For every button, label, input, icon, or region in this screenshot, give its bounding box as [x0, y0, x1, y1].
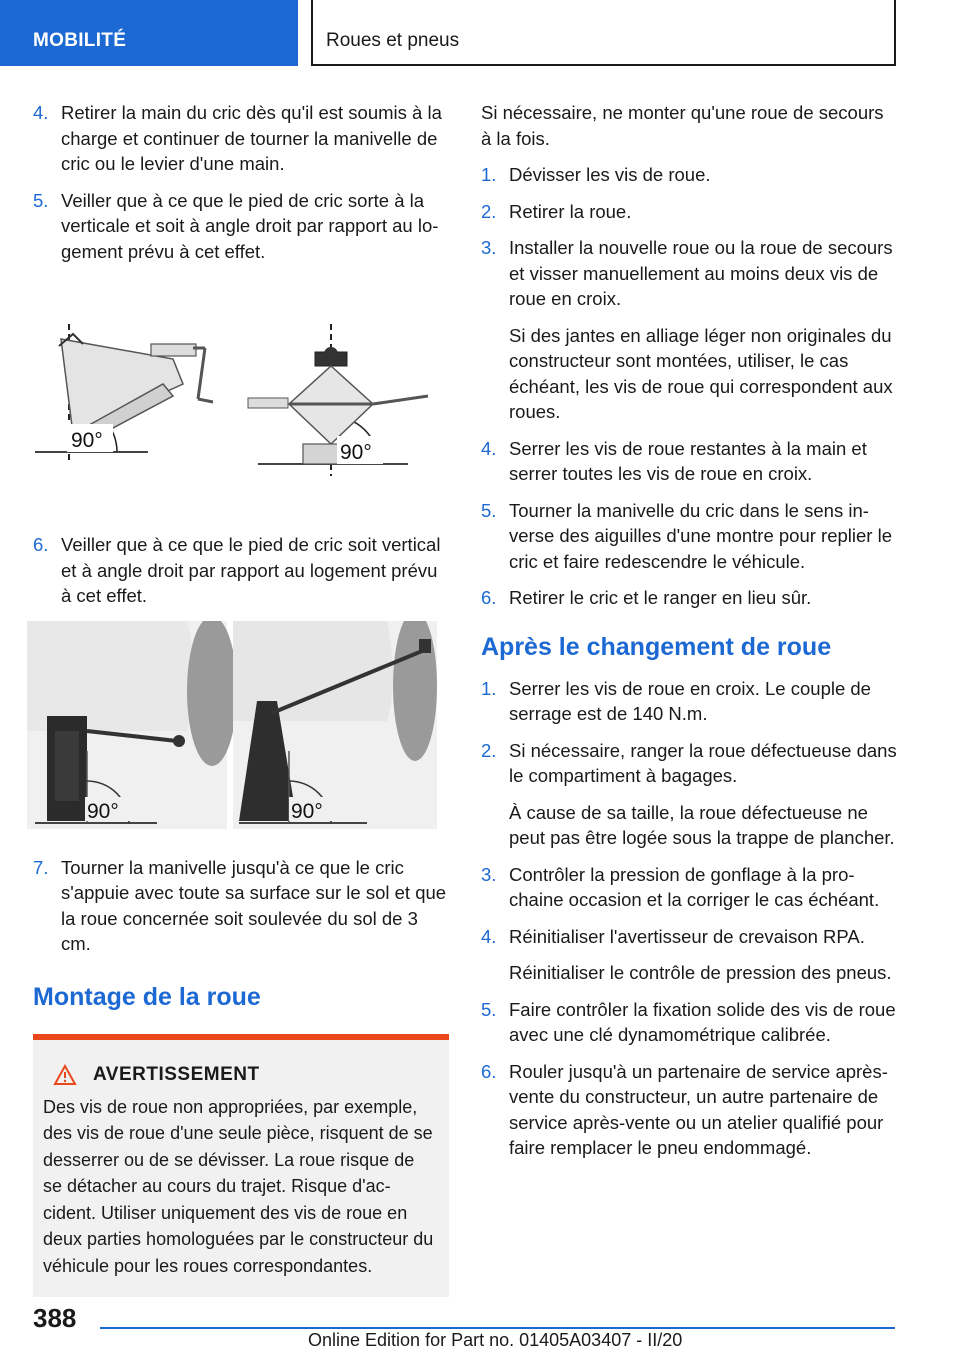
- step-number: 1.: [481, 164, 497, 185]
- step-number: 6.: [33, 534, 49, 555]
- intro-paragraph: Si nécessaire, ne monter qu'une roue de secours à la fois.: [481, 102, 884, 149]
- jack-perpendicular-photo: [27, 621, 437, 829]
- page-number: 388: [33, 1303, 77, 1333]
- step-number: 3.: [481, 237, 497, 258]
- step-note: Si des jantes en alliage léger non originales du constructeur sont montées, utiliser, le cas échéant, les vis de roue qui correspondent aux roues.: [509, 324, 893, 422]
- step-text: Serrer les vis de roue restantes à la main et serrer toutes les vis de roue en croix.: [509, 437, 867, 484]
- step-text: Contrôler la pression de gonflage à la prochaine occasion et la corriger le cas échéant.: [509, 863, 880, 910]
- step-number: 3.: [481, 863, 497, 885]
- step-number: 7.: [33, 856, 49, 878]
- section-title: Roues et pneus: [311, 0, 896, 66]
- step-number: 4.: [481, 925, 497, 947]
- warning-text: Des vis de roue non appropriées, par exemple, des vis de roue d'une seule pièce, risquent de se desserrer ou de se dévisser. La roue risque de se détacher au cours du trajet. Risque d'accident. Utiliser uniquement des vis de roue en deux parties homologuées par le constructeur du véhicule pour les roues correspondantes.: [43, 1096, 434, 1276]
- list-item: [481, 924, 897, 950]
- step-text: Veiller que à ce que le pied de cric sorte à la verticale et soit à angle droit par rapport au logement prévu à cet effet.: [61, 189, 439, 262]
- section-heading: Montage de la roue: [33, 982, 261, 1011]
- chapter-tab[interactable]: MOBILITÉ: [0, 0, 298, 66]
- list-item: [481, 1059, 897, 1161]
- warning-box: [33, 1034, 449, 1298]
- step-number: 4.: [481, 437, 497, 459]
- section-heading: Après le changement de roue: [481, 632, 832, 661]
- list-item: [481, 676, 897, 727]
- step-number: 5.: [481, 998, 497, 1020]
- footer-divider: [100, 1327, 895, 1329]
- step-text: Retirer la roue.: [509, 200, 632, 222]
- step-text: Faire contrôler la fixation solide des vis de roue avec une clé dynamométrique calibrée.: [509, 998, 896, 1045]
- list-item: [33, 100, 449, 177]
- left-column: [33, 100, 449, 1297]
- angle-label: 90°: [340, 441, 372, 464]
- list-item: [481, 235, 897, 312]
- step-text: Rouler jusqu'à un partenaire de service après-vente du constructeur, un autre partenaire de service après-vente ou un atelier qualifié pour faire remplacer le pneu endommagé.: [509, 1060, 888, 1158]
- step-number: 4.: [33, 102, 49, 123]
- step-number: 5.: [33, 189, 49, 211]
- jack-position-illustration: [33, 304, 449, 504]
- step-text: Dévisser les vis de roue.: [509, 164, 711, 185]
- step-text: Serrer les vis de roue en croix. Le couple de serrage est de 140 N.m.: [509, 677, 871, 724]
- step-number: 1.: [481, 677, 497, 699]
- step-number: 5.: [481, 499, 497, 521]
- list-item: [33, 532, 449, 609]
- page-header: [0, 0, 960, 66]
- step-text: Retirer le cric et le ranger en lieu sûr.: [509, 587, 812, 608]
- step-number: 6.: [481, 1060, 497, 1082]
- step-text: Tourner la manivelle jusqu'à ce que le cric s'appuie avec toute sa surface sur le sol et que la roue concernée soit soulevée du sol de 3 cm.: [61, 856, 447, 954]
- list-item: [481, 738, 897, 789]
- step-note: Réinitialiser le contrôle de pression des pneus.: [509, 962, 892, 983]
- step-text: Installer la nouvelle roue ou la roue de secours et visser manuellement au moins deux vis de roue en croix.: [509, 237, 893, 309]
- list-item: [481, 862, 897, 913]
- list-item: [481, 997, 897, 1048]
- step-number: 2.: [481, 200, 497, 222]
- list-item: [481, 162, 897, 188]
- list-item: [481, 585, 897, 611]
- step-note: À cause de sa taille, la roue défectueuse ne peut pas être logée sous la trappe de plancher.: [509, 801, 895, 848]
- angle-label: 90°: [291, 799, 323, 823]
- angle-label: 90°: [71, 429, 103, 452]
- step-text: Réinitialiser l'avertisseur de crevaison RPA.: [509, 925, 865, 947]
- step-number: 2.: [481, 739, 497, 761]
- step-text: Retirer la main du cric dès qu'il est soumis à la charge et continuer de tourner la manivelle de cric ou le levier d'une main.: [61, 102, 442, 174]
- list-item: [481, 436, 897, 487]
- warning-triangle-icon: [53, 1064, 77, 1086]
- list-item: [33, 855, 449, 957]
- footer-edition[interactable]: Online Edition for Part no. 01405A03407 - II/20: [308, 1330, 683, 1350]
- warning-label: AVERTISSEMENT: [93, 1063, 260, 1085]
- warning-title: [43, 1064, 435, 1086]
- list-item: [33, 188, 449, 265]
- step-text: Si nécessaire, ranger la roue défectueuse dans le compartiment à bagages.: [509, 739, 897, 786]
- step-text: Veiller que à ce que le pied de cric soit vertical et à angle droit par rapport au logement prévu à cet effet.: [61, 534, 441, 606]
- angle-label: 90°: [87, 799, 119, 823]
- list-item: [481, 498, 897, 575]
- list-item: [481, 199, 897, 225]
- right-column: [481, 100, 897, 1172]
- step-number: 6.: [481, 587, 497, 608]
- step-text: Tourner la manivelle du cric dans le sens inverse des aiguilles d'une montre pour replier le cric et faire redescendre le véhicule.: [509, 499, 892, 572]
